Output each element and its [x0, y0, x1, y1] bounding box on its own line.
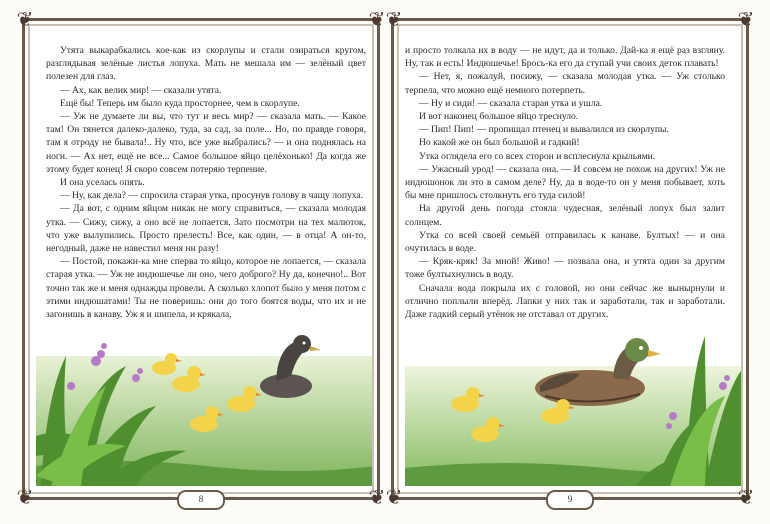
illustration-ugly-duckling-pond	[36, 316, 374, 486]
right-page	[385, 9, 755, 509]
paragraph: И вот наконец большое яйцо треснуло.	[419, 111, 579, 123]
paragraph: — Пип! Пип! — пропищал птенец и вывалился из скорлупы.	[419, 124, 669, 136]
paragraph: Сначала вода покрыла их с головой, но они сейчас же вынырнули и отлично поплыли вперёд. Лапки у них так и заработали, так и заработали. Даже гадкий серый утёнок не отставал от других.	[405, 282, 725, 321]
page-number: ❧ 9 ☙	[546, 490, 594, 510]
paragraph: Ещё бы! Теперь им было куда просторнее, чем в скорлупе.	[60, 97, 300, 109]
paragraph: — Ну и сиди! — сказала старая утка и ушла.	[419, 97, 603, 109]
paragraph: — Да вот, с одним яйцом никак не могу справиться, — сказала молодая утка. — Сижу, сижу, а оно всё не лопается. Зато посмотри на тех малюток, что уже вылупились. Просто прелесть! Все, как один, — в отца! А он-то, негодный, даже не навестил меня ни разу!	[46, 203, 366, 255]
illustration-mother-duck-pond	[405, 316, 743, 486]
paragraph: — Постой, покажи-ка мне сперва то яйцо, которое не лопается, — сказала старая утка. — Уж не индюшечье ли оно, чего доброго? Ну да, конечно!.. Вот точно так же и меня однажды провели. А сколько хлопот было у меня потом с этими индюшатами! Ты не поверишь: они до того боятся воды, что их и не загонишь в канаву. Уж я и шипела, и крякала,	[46, 256, 366, 321]
paragraph: Утка со всей своей семьёй отправилась к канаве. Бултых! — и она очутилась в воде.	[405, 229, 725, 255]
flourish-icon: ❧	[536, 494, 544, 503]
corner-ornament-icon: ❦	[16, 487, 34, 509]
corner-ornament-icon: ❦	[737, 487, 755, 509]
right-page-text	[405, 44, 725, 321]
corner-ornament-icon: ❦	[385, 9, 403, 31]
paragraph: Утка оглядела его со всех сторон и всплеснула крыльями.	[419, 150, 656, 162]
paragraph: — Нет, я, пожалуй, посижу, — сказала молодая утка. — Уж столько терпела, что можно ещё немного потерпеть.	[405, 71, 725, 96]
paragraph: — Ну, как дела? — спросила старая утка, просунув голову в чащу лопуха.	[60, 190, 364, 202]
paragraph: и просто толкала их в воду — не идут, да и только. Дай-ка я ещё раз взгляну. Ну, так и есть! Индюшечье! Брось-ка его да ступай учи своих деток плавать!	[405, 45, 725, 70]
paragraph: — Кряк-кряк! За мной! Живо! — позвала она, и утята один за другим тоже бултыхнулись в воду.	[405, 256, 725, 281]
flourish-icon: ☙	[596, 494, 604, 503]
corner-ornament-icon: ❦	[16, 9, 34, 31]
paragraph: Утята выкарабкались кое-как из скорлупы и стали озираться кругом, разглядывая зелёные листья лопуха. Мать не мешала им — зелёный цвет полезен для глаз.	[46, 45, 366, 83]
corner-ornament-icon: ❦	[368, 487, 386, 509]
paragraph: — Ах, как велик мир! — сказали утята.	[60, 84, 222, 96]
paragraph: — Ужасный урод! — сказала она. — И совсем не похож на других! Уж не индюшонок ли это в самом деле? Ну, да в воде-то он у меня побывает, хоть бы мне пришлось столкнуть его туда силой!	[405, 163, 725, 202]
flourish-icon: ☙	[227, 494, 235, 503]
left-page-text	[46, 44, 366, 321]
left-page	[16, 9, 386, 509]
paragraph: На другой день погода стояла чудесная, зелёный лопух был залит солнцем.	[405, 203, 725, 228]
corner-ornament-icon: ❦	[385, 487, 403, 509]
page-number: ❧ 8 ☙	[177, 490, 225, 510]
corner-ornament-icon: ❦	[368, 9, 386, 31]
flourish-icon: ❧	[167, 494, 175, 503]
paragraph: И она уселась опять.	[60, 177, 145, 189]
paragraph: — Уж не думаете ли вы, что тут и весь мир? — сказала мать. — Какое там! Он тянется далеко-далеко, туда, за сад, за поле... Но, по правде говоря, там я отроду не бывала!.. Ну что, все уже выбрались? — и она поднялась на ноги. — Ах нет, ещё не все... Самое большое яйцо целёхонько! Да когда же этому будет конец! Я скоро совсем потеряю терпение.	[46, 111, 366, 175]
corner-ornament-icon: ❦	[737, 9, 755, 31]
paragraph: Но какой же он был большой и гадкий!	[419, 137, 580, 149]
